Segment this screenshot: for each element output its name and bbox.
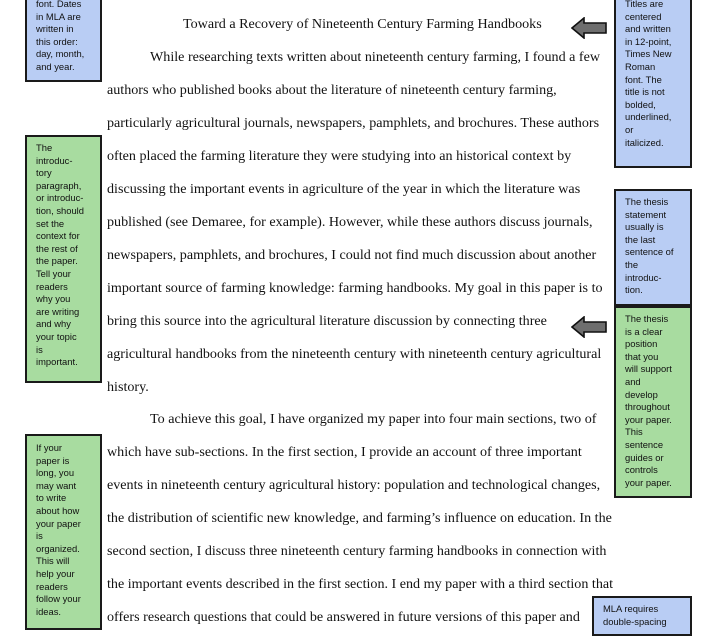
note-date-format: font. Dates in MLA are written in this order: day, month, and year. [25, 0, 102, 82]
body-line: which have sub-sections. In the first section, I provide an account of three important [107, 444, 582, 460]
body-line: newspapers, pamphlets, and brochures, I could not find much discussion about another [107, 247, 597, 263]
body-line: often placed the farming literature they were studying into an historical context by [107, 148, 572, 164]
note-thesis-location: The thesis statement usually is the last sentence of the introduc- tion. [614, 189, 692, 306]
body-line: discussing the important events in agriculture of the year in which the literature was [107, 181, 581, 197]
paper-title: Toward a Recovery of Nineteenth Century Farming Handbooks [183, 16, 542, 32]
body-line: second section, I discuss three nineteenth century farming handbooks in connection with [107, 543, 607, 559]
body-line: published (see Demaree, for example). However, while these authors discuss journals, [107, 214, 593, 230]
body-line: authors who published books about the literature of nineteenth century farming, [107, 82, 557, 98]
body-line: events in nineteenth century agricultural history: population and technological changes, [107, 477, 601, 493]
body-line: While researching texts written about nineteenth century farming, I found a few [150, 49, 601, 65]
body-line: offers research questions that could be answered in future versions of this paper and [107, 609, 580, 625]
body-line: To achieve this goal, I have organized my paper into four main sections, two of [150, 411, 597, 427]
note-title-format: Titles are centered and written in 12-point, Times New Roman font. The title is not bolded, underlined, or italicized. [614, 0, 692, 168]
body-line: bring this source into the agricultural literature discussion by connecting three [107, 313, 547, 329]
body-line: the distribution of scientific new knowledge, and farming’s influence on education. In the [107, 510, 612, 526]
body-line: the important events described in the first section. I end my paper with a third section that [107, 576, 614, 592]
body-line: important source of farming knowledge: farming handbooks. My goal in this paper is to [107, 280, 603, 296]
note-double-spacing: MLA requires double-spacing [592, 596, 692, 636]
arrow-left-icon [571, 316, 607, 338]
body-line: history. [107, 379, 149, 395]
body-line: particularly agricultural journals, newspapers, pamphlets, and brochures. These authors [107, 115, 600, 131]
body-line: agricultural handbooks from the nineteenth century with nineteenth century agricultural [107, 346, 602, 362]
note-thesis-purpose: The thesis is a clear position that you will support and develop throughout your paper. This sentence guides or controls your paper. [614, 306, 692, 498]
arrow-left-icon [571, 17, 607, 39]
note-organization: If your paper is long, you may want to write about how your paper is organized. This will help your readers follow your ideas. [25, 434, 102, 630]
note-introduction: The introduc- tory paragraph, or introduc- tion, should set the context for the rest of the paper. Tell your readers why you are writing and why your topic is important. [25, 135, 102, 383]
